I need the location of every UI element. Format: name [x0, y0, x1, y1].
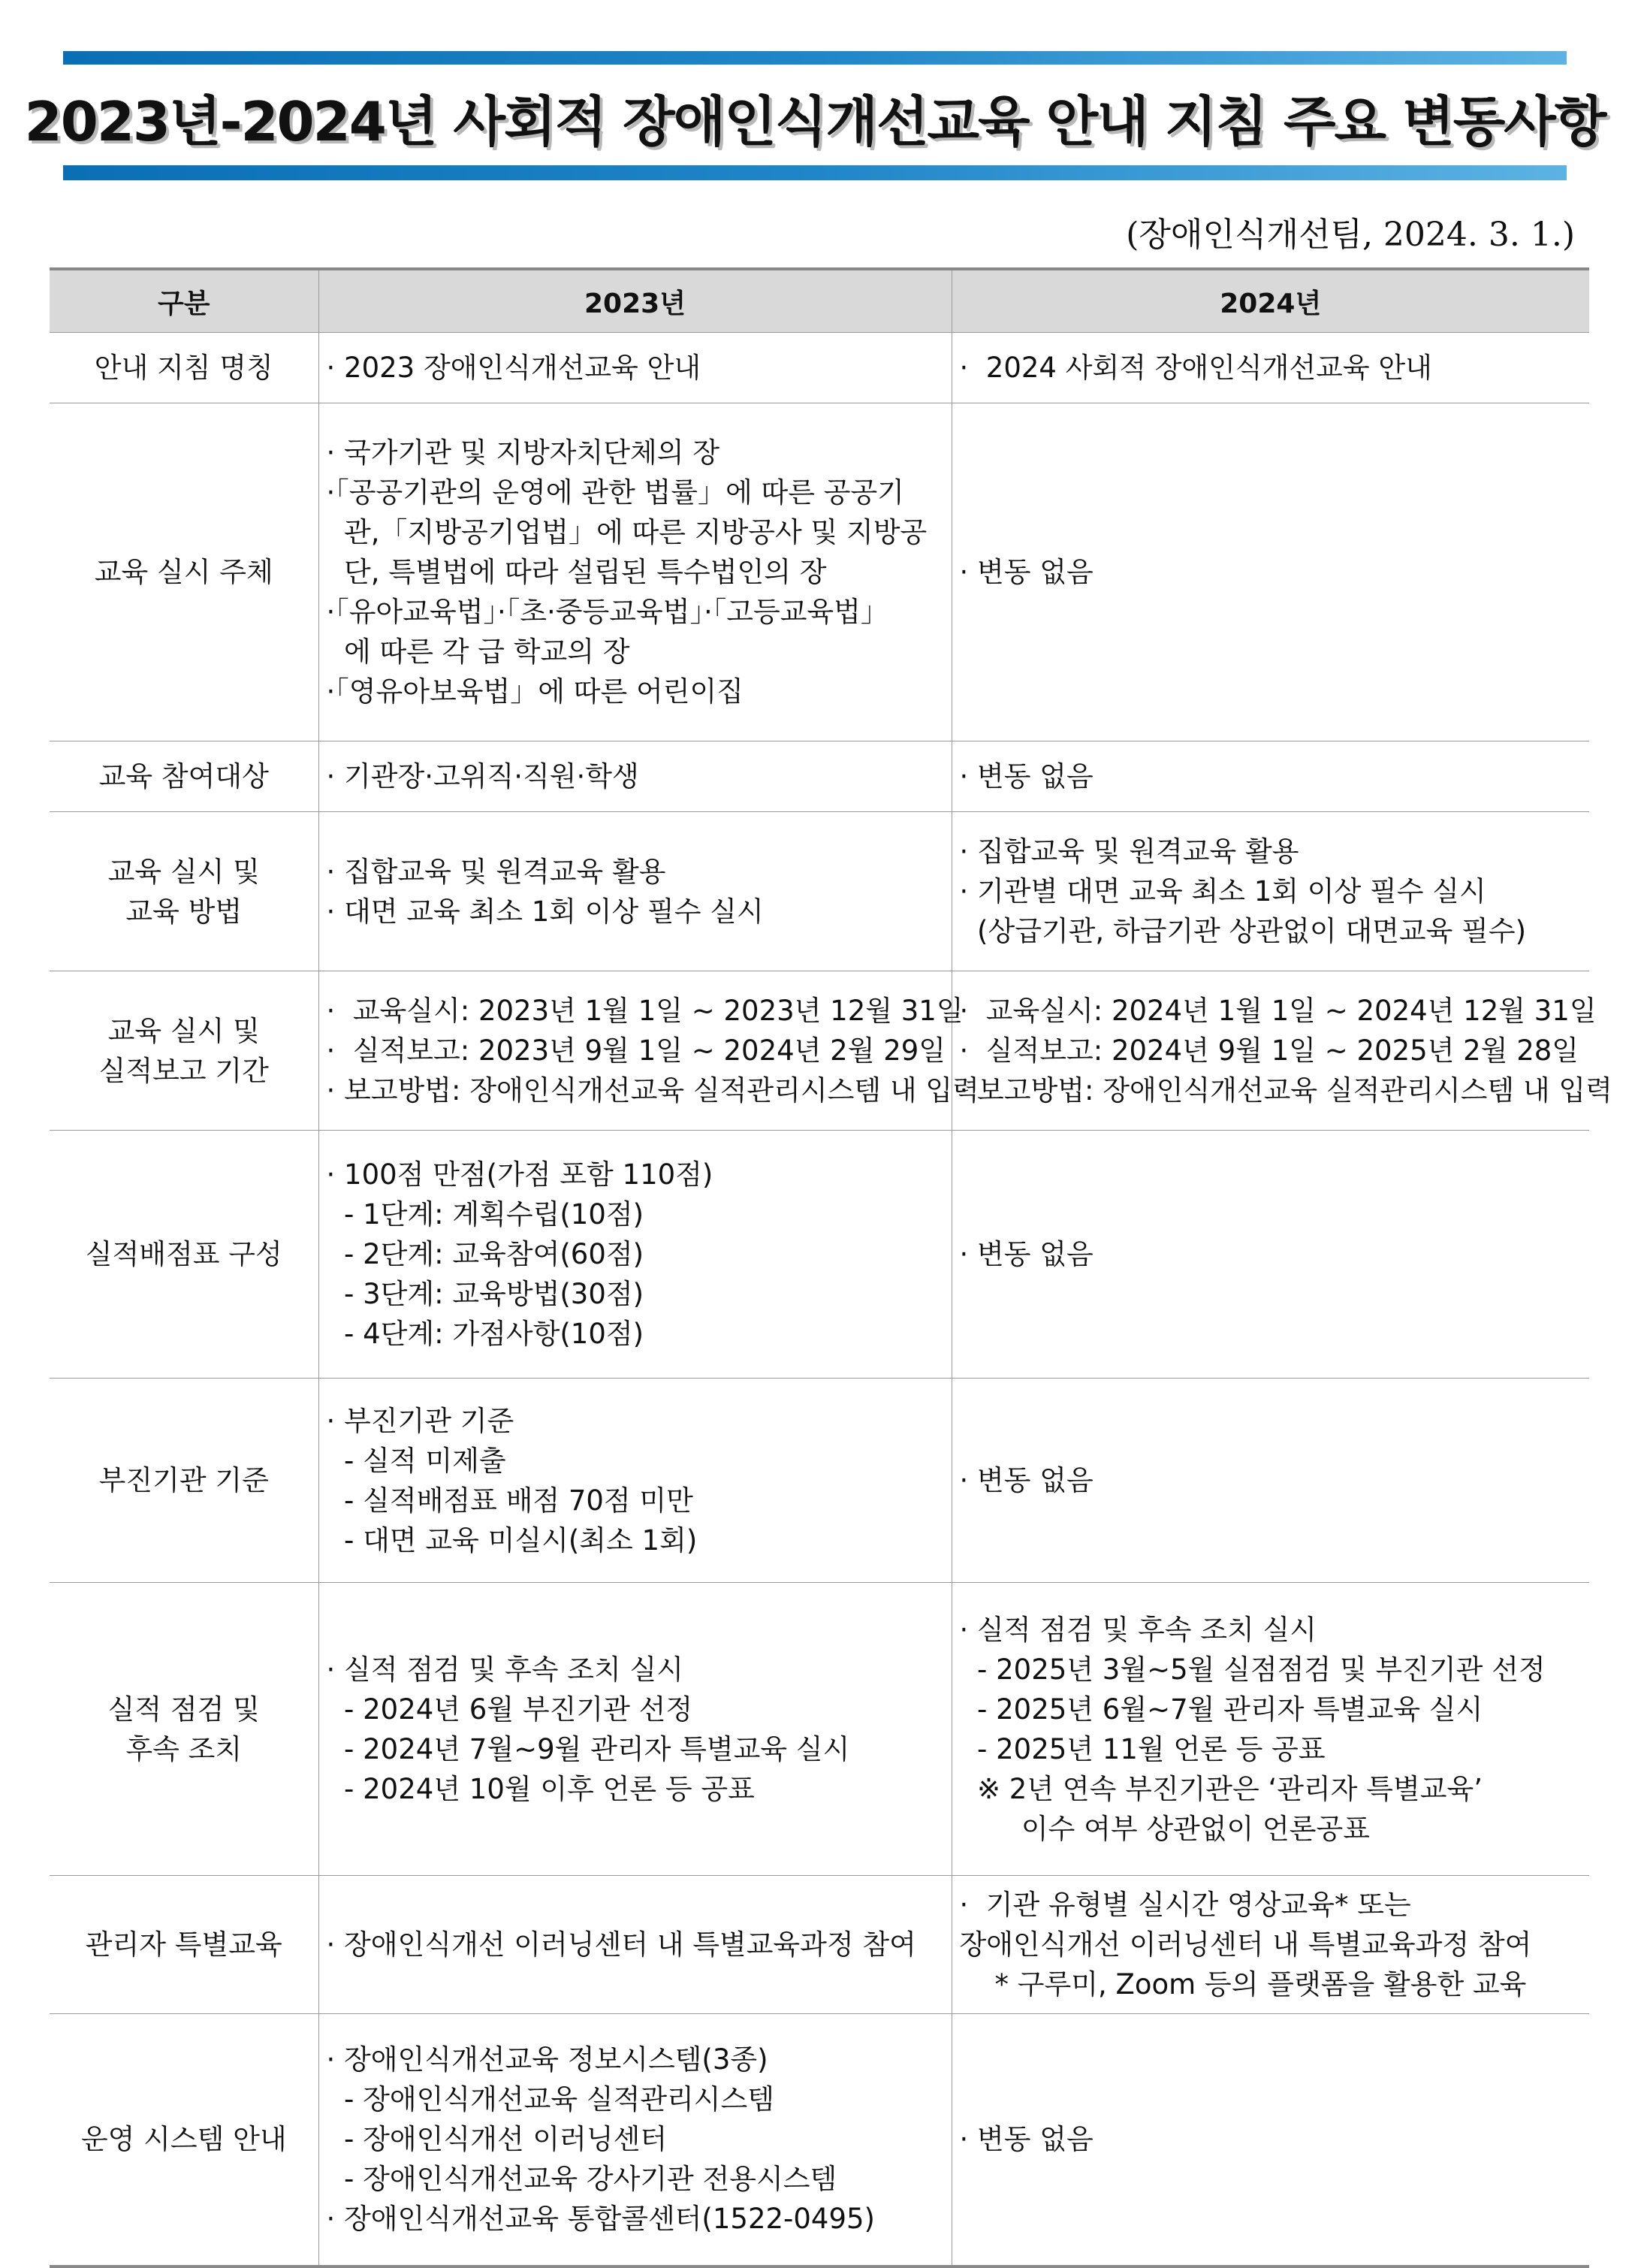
cell-line: 운영 시스템 안내 — [80, 2123, 287, 2156]
cell-line: 후속 조치 — [125, 1732, 243, 1765]
cell-line: ·「공공기관의 운영에 관한 법률」에 따른 공공기 — [326, 476, 904, 509]
table-row — [50, 1583, 1589, 1876]
cell-line: · 실적보고: 2023년 9월 1일 ~ 2024년 2월 29일 — [326, 1034, 946, 1067]
cell-line: 교육 실시 및 — [107, 855, 260, 888]
row-2023-cell — [318, 971, 979, 1131]
cell-line: - 2024년 10월 이후 언론 등 공표 — [326, 1772, 755, 1805]
cell-line: 교육 참여대상 — [98, 760, 269, 793]
cell-line: · 실적 점검 및 후속 조치 실시 — [959, 1613, 1317, 1646]
cell-line: · 집합교육 및 원격교육 활용 — [959, 835, 1299, 868]
row-2023-cell — [318, 812, 952, 971]
row-2024-cell — [952, 403, 1589, 741]
cell-line: 부진기관 기준 — [98, 1464, 269, 1496]
row-2023-cell — [318, 1379, 952, 1583]
cell-line: 교육 실시 및 — [107, 1014, 260, 1047]
table-header-row — [50, 269, 1589, 333]
cell-line: - 장애인식개선 이러닝센터 — [326, 2123, 668, 2156]
cell-line: * 구루미, Zoom 등의 플랫폼을 활용한 교육 — [959, 1968, 1527, 2001]
cell-line: 관리자 특별교육 — [85, 1928, 282, 1961]
row-category-cell — [50, 403, 318, 741]
cell-line: · 교육실시: 2023년 1월 1일 ~ 2023년 12월 31일 — [326, 995, 964, 1027]
cell-line: 교육 실시 주체 — [94, 556, 273, 588]
row-2024-cell — [952, 1583, 1589, 1876]
cell-line: · 대면 교육 최소 1회 이상 필수 실시 — [326, 895, 764, 928]
cell-line: - 장애인식개선교육 강사기관 전용시스템 — [326, 2163, 837, 2196]
cell-line: ·「유아교육법」·「초·중등교육법」·「고등교육법」 — [326, 596, 888, 628]
row-2024-cell — [952, 741, 1589, 812]
header-2024: 2024년 — [952, 269, 1589, 333]
row-category-cell — [50, 741, 318, 812]
table-row — [50, 403, 1589, 741]
cell-line: 장애인식개선 이러닝센터 내 특별교육과정 참여 — [959, 1928, 1532, 1961]
document-meta: (장애인식개선팀, 2024. 3. 1.) — [1126, 216, 1575, 254]
table-row — [50, 812, 1589, 971]
cell-line: 실적보고 기간 — [98, 1054, 269, 1087]
row-2024-cell — [952, 2014, 1589, 2266]
cell-line: · 변동 없음 — [959, 1238, 1094, 1270]
row-2024-cell — [952, 1876, 1589, 2014]
cell-line: - 2025년 6월~7월 관리자 특별교육 실시 — [959, 1693, 1483, 1726]
cell-line: - 2025년 3월~5월 실점점검 및 부진기관 선정 — [959, 1653, 1546, 1686]
row-category-cell — [50, 2014, 318, 2266]
row-2023-cell — [318, 1583, 952, 1876]
cell-line: · 교육실시: 2024년 1월 1일 ~ 2024년 12월 31일 — [959, 995, 1597, 1027]
row-2024-cell — [952, 1379, 1589, 1583]
table-row — [50, 971, 1589, 1131]
title-top-bar — [63, 51, 1567, 65]
row-category-cell — [50, 812, 318, 971]
cell-line: · 변동 없음 — [959, 1464, 1094, 1496]
row-category-cell — [50, 333, 318, 403]
cell-line: · 기관 유형별 실시간 영상교육* 또는 — [959, 1889, 1411, 1921]
cell-line: · 변동 없음 — [959, 760, 1094, 793]
cell-line: · 2023 장애인식개선교육 안내 — [326, 352, 701, 384]
table-row — [50, 741, 1589, 812]
cell-line: (상급기관, 하급기관 상관없이 대면교육 필수) — [959, 915, 1527, 947]
cell-line: · 보고방법: 장애인식개선교육 실적관리시스템 내 입력 — [326, 1074, 979, 1107]
row-2023-cell — [318, 741, 952, 812]
cell-line: · 집합교육 및 원격교육 활용 — [326, 855, 666, 888]
cell-line: - 실적 미제출 — [326, 1444, 506, 1477]
cell-line: · 기관별 대면 교육 최소 1회 이상 필수 실시 — [959, 875, 1486, 908]
cell-line: - 2024년 7월~9월 관리자 특별교육 실시 — [326, 1732, 850, 1765]
row-category-cell — [50, 1583, 318, 1876]
table-row — [50, 2014, 1589, 2266]
cell-line: - 실적배점표 배점 70점 미만 — [326, 1484, 693, 1517]
row-category-cell — [50, 1876, 318, 2014]
cell-line: - 3단계: 교육방법(30점) — [326, 1278, 644, 1310]
cell-line: · 실적 점검 및 후속 조치 실시 — [326, 1653, 683, 1686]
cell-line: · 보고방법: 장애인식개선교육 실적관리시스템 내 입력 — [959, 1074, 1612, 1107]
cell-line: · 변동 없음 — [959, 2123, 1094, 2156]
table-row — [50, 1379, 1589, 1583]
cell-line: - 2024년 6월 부진기관 선정 — [326, 1693, 693, 1726]
row-2024-cell — [952, 1131, 1589, 1379]
cell-line: · 장애인식개선교육 정보시스템(3종) — [326, 2043, 768, 2076]
table-row — [50, 1131, 1589, 1379]
cell-line: · 기관장·고위직·직원·학생 — [326, 760, 639, 793]
cell-line: ·「영유아보육법」에 따른 어린이집 — [326, 675, 744, 708]
cell-line: - 대면 교육 미실시(최소 1회) — [326, 1524, 698, 1557]
cell-line: · 부진기관 기준 — [326, 1404, 514, 1437]
cell-line: - 2025년 11월 언론 등 공표 — [959, 1732, 1326, 1765]
cell-line: 실적 점검 및 — [107, 1693, 260, 1726]
table-row — [50, 333, 1589, 403]
changes-table — [50, 267, 1612, 2268]
row-2024-cell — [952, 333, 1589, 403]
cell-line: · 변동 없음 — [959, 556, 1094, 588]
cell-line: - 4단계: 가점사항(10점) — [326, 1318, 644, 1350]
row-2023-cell — [318, 1876, 952, 2014]
cell-line: · 장애인식개선교육 통합콜센터(1522-0495) — [326, 2203, 875, 2236]
cell-line: - 장애인식개선교육 실적관리시스템 — [326, 2083, 775, 2116]
cell-line: · 100점 만점(가점 포함 110점) — [326, 1158, 713, 1191]
cell-line: · 2024 사회적 장애인식개선교육 안내 — [959, 352, 1432, 384]
cell-line: - 2단계: 교육참여(60점) — [326, 1238, 644, 1270]
cell-line: · 국가기관 및 지방자치단체의 장 — [326, 436, 719, 469]
header-2023: 2023년 — [318, 269, 952, 333]
row-category-cell — [50, 1131, 318, 1379]
document-title: 2023년-2024년 사회적 장애인식개선교육 안내 지침 주요 변동사항 — [24, 90, 1606, 153]
cell-line: · 장애인식개선 이러닝센터 내 특별교육과정 참여 — [326, 1928, 916, 1961]
row-category-cell — [50, 1379, 318, 1583]
cell-line: 이수 여부 상관없이 언론공표 — [959, 1812, 1371, 1845]
title-bottom-bar — [63, 165, 1567, 180]
header-category: 구분 — [50, 269, 318, 333]
row-2023-cell — [318, 403, 952, 741]
table-row — [50, 1876, 1589, 2014]
row-2023-cell — [318, 333, 952, 403]
cell-line: 관,「지방공기업법」에 따른 지방공사 및 지방공 — [326, 516, 928, 548]
cell-line: 교육 방법 — [125, 895, 243, 928]
cell-line: 안내 지침 명칭 — [94, 352, 273, 384]
row-category-cell — [50, 971, 318, 1131]
cell-line: ※ 2년 연속 부진기관은 ‘관리자 특별교육’ — [959, 1772, 1483, 1805]
cell-line: 단, 특별법에 따라 설립된 특수법인의 장 — [326, 556, 827, 588]
cell-line: 실적배점표 구성 — [85, 1238, 282, 1270]
cell-line: · 실적보고: 2024년 9월 1일 ~ 2025년 2월 28일 — [959, 1034, 1579, 1067]
row-2023-cell — [318, 2014, 952, 2266]
row-2023-cell — [318, 1131, 952, 1379]
cell-line: - 1단계: 계획수립(10점) — [326, 1198, 644, 1231]
row-2024-cell — [952, 812, 1589, 971]
cell-line: 에 따른 각 급 학교의 장 — [326, 636, 630, 668]
row-2024-cell — [952, 971, 1612, 1131]
